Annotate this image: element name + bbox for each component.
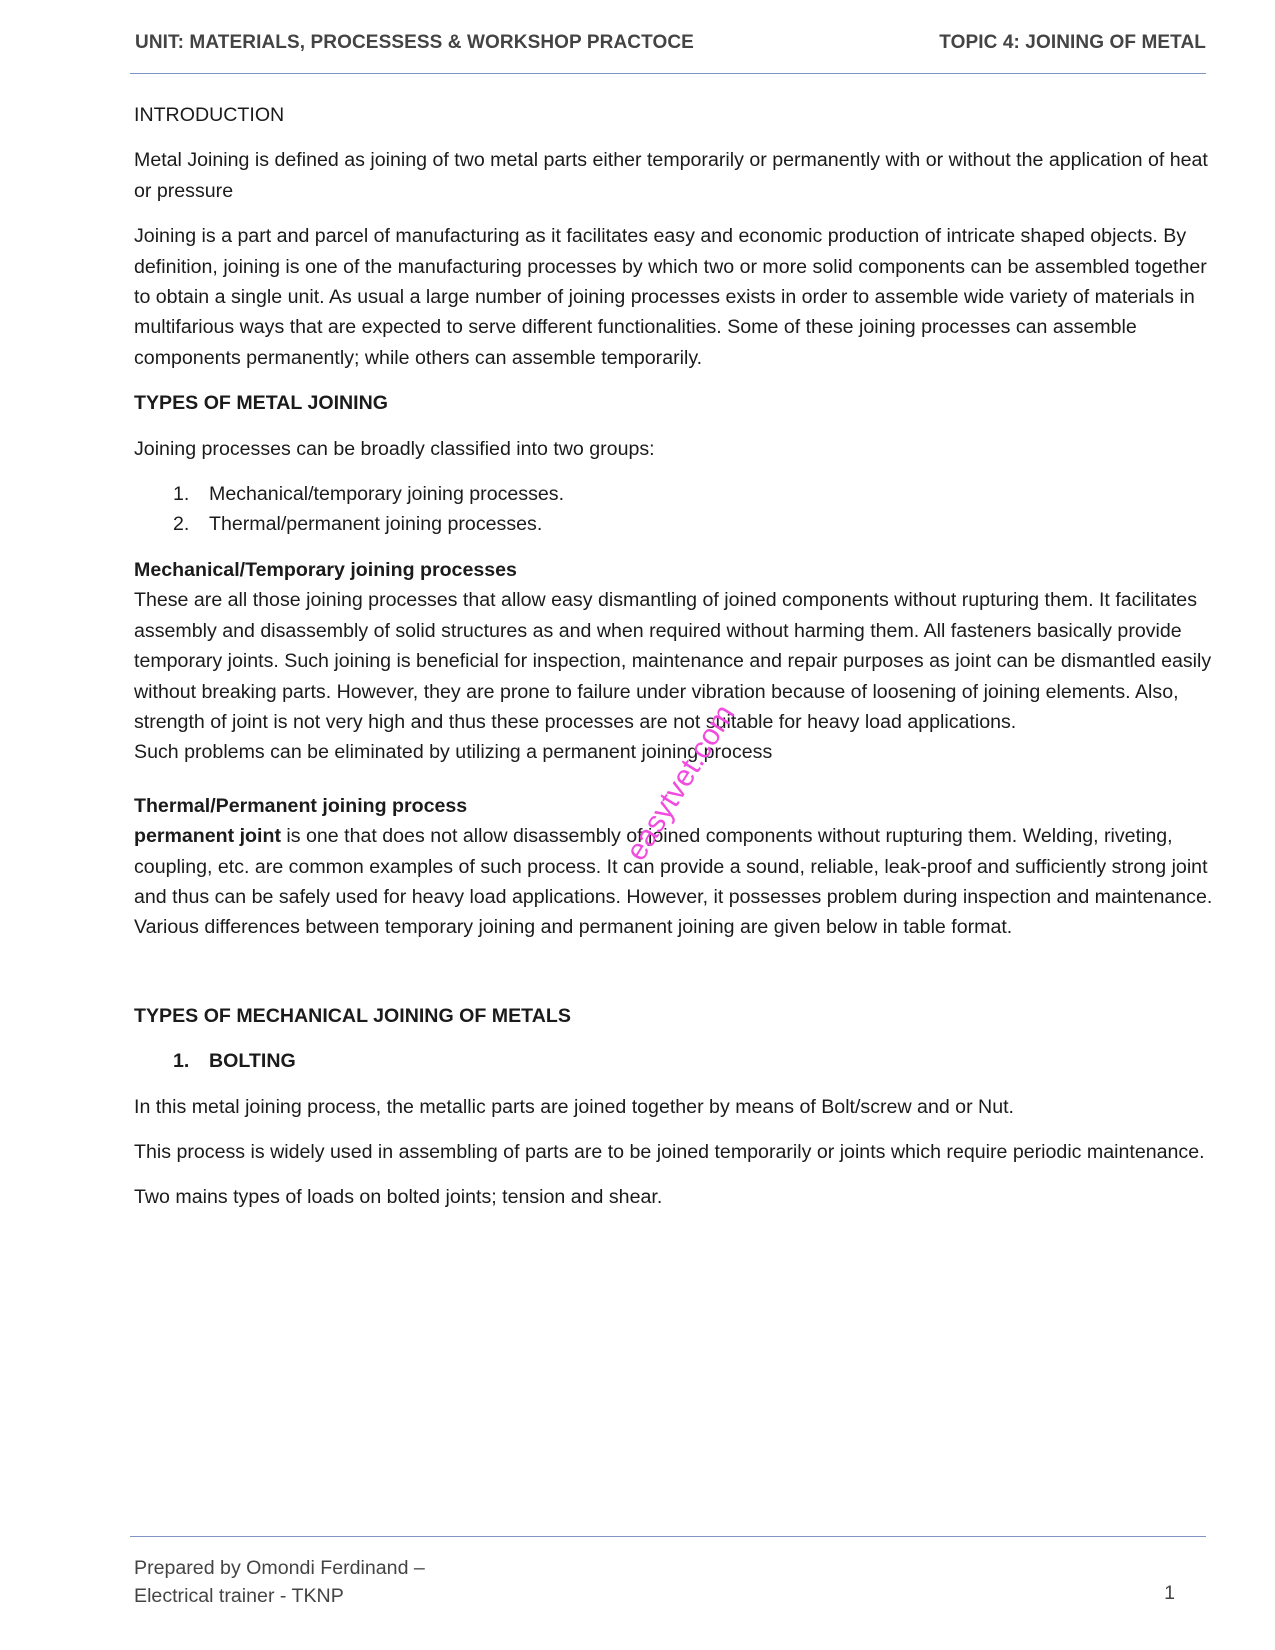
thermal-bold-term: permanent joint xyxy=(134,825,281,848)
page-number: 1 xyxy=(1164,1582,1175,1604)
list-item xyxy=(134,509,1216,539)
unit-title: UNIT: MATERIALS, PROCESSESS & WORKSHOP PRACTOCE xyxy=(135,32,694,53)
mechanical-paragraph: These are all those joining processes that allow easy dismantling of joined components without rupturing them. It facilitates assembly and disassembly of solid structures as and when required without harming them. All fasteners basically provide temporary joints. Such joining is beneficial for inspection, maintenance and repair purposes as joint can be dismantled easily without breaking parts. However, they are prone to failure under vibration because of loosening of joining elements. Also, strength of joint is not very high and thus these processes are not suitable for heavy load applications. xyxy=(134,589,1212,733)
list-number: 1. xyxy=(173,483,190,506)
thermal-text: is one that does not allow disassembly of joined components without rupturing them. Welding, riveting, coupling, etc. are common examples of such process. It can provide a sound, reliable, leak-proof and sufficiently strong joint and thus can be safely used for heavy load applications. However, it possesses problem during inspection and maintenance. Various differences between temporary joining and permanent joining are given below in table format. xyxy=(134,825,1213,939)
footer-role: Electrical trainer - TKNP xyxy=(134,1585,344,1607)
bolting-paragraph-3: Two mains types of loads on bolted joints; tension and shear. xyxy=(134,1186,663,1209)
header-divider xyxy=(130,73,1206,74)
intro-paragraph-2: Joining is a part and parcel of manufacturing as it facilitates easy and economic production of intricate shaped objects. By definition, joining is one of the manufacturing processes by which two or more solid components can be assembled together to obtain a single unit. As usual a large number of joining processes exists in order to assemble wide variety of materials in multifarious ways that are expected to serve different functionalities. Some of these joining processes can assemble components permanently; while others can assemble temporarily. xyxy=(134,225,1207,369)
intro-paragraph-1: Metal Joining is defined as joining of two metal parts either temporarily or permanently with or without the application of heat or pressure xyxy=(134,149,1208,202)
bolting-title: BOLTING xyxy=(209,1050,296,1073)
topic-title: TOPIC 4: JOINING OF METAL xyxy=(939,32,1206,53)
bolting-paragraph-2: This process is widely used in assembling of parts are to be joined temporarily or joints which require periodic maintenance. xyxy=(134,1140,1205,1163)
types-heading: TYPES OF METAL JOINING xyxy=(134,392,389,415)
footer-author: Prepared by Omondi Ferdinand – xyxy=(134,1557,425,1579)
bolting-heading xyxy=(134,1046,1216,1076)
list-item xyxy=(134,479,1216,509)
mechanical-heading: Mechanical/Temporary joining processes xyxy=(134,558,517,581)
document-body xyxy=(134,100,1216,1213)
list-text: Thermal/permanent joining processes. xyxy=(209,513,543,536)
page-footer xyxy=(134,1554,1210,1610)
mech-types-heading: TYPES OF MECHANICAL JOINING OF METALS xyxy=(134,1004,571,1027)
list-number: 1. xyxy=(173,1050,190,1073)
footer-divider xyxy=(130,1536,1206,1537)
thermal-paragraph xyxy=(134,821,1216,943)
bolting-paragraph-1: In this metal joining process, the metallic parts are joined together by means of Bolt/screw and or Nut. xyxy=(134,1095,1014,1118)
watermark: easytvet.com xyxy=(619,699,742,867)
thermal-heading: Thermal/Permanent joining process xyxy=(134,794,468,817)
list-number: 2. xyxy=(173,513,190,536)
mechanical-paragraph-2: Such problems can be eliminated by utilizing a permanent joining process xyxy=(134,741,773,764)
intro-heading: INTRODUCTION xyxy=(134,104,285,126)
page-header xyxy=(130,32,1206,58)
list-text: Mechanical/temporary joining processes. xyxy=(209,483,565,506)
types-lead: Joining processes can be broadly classified into two groups: xyxy=(134,437,655,460)
